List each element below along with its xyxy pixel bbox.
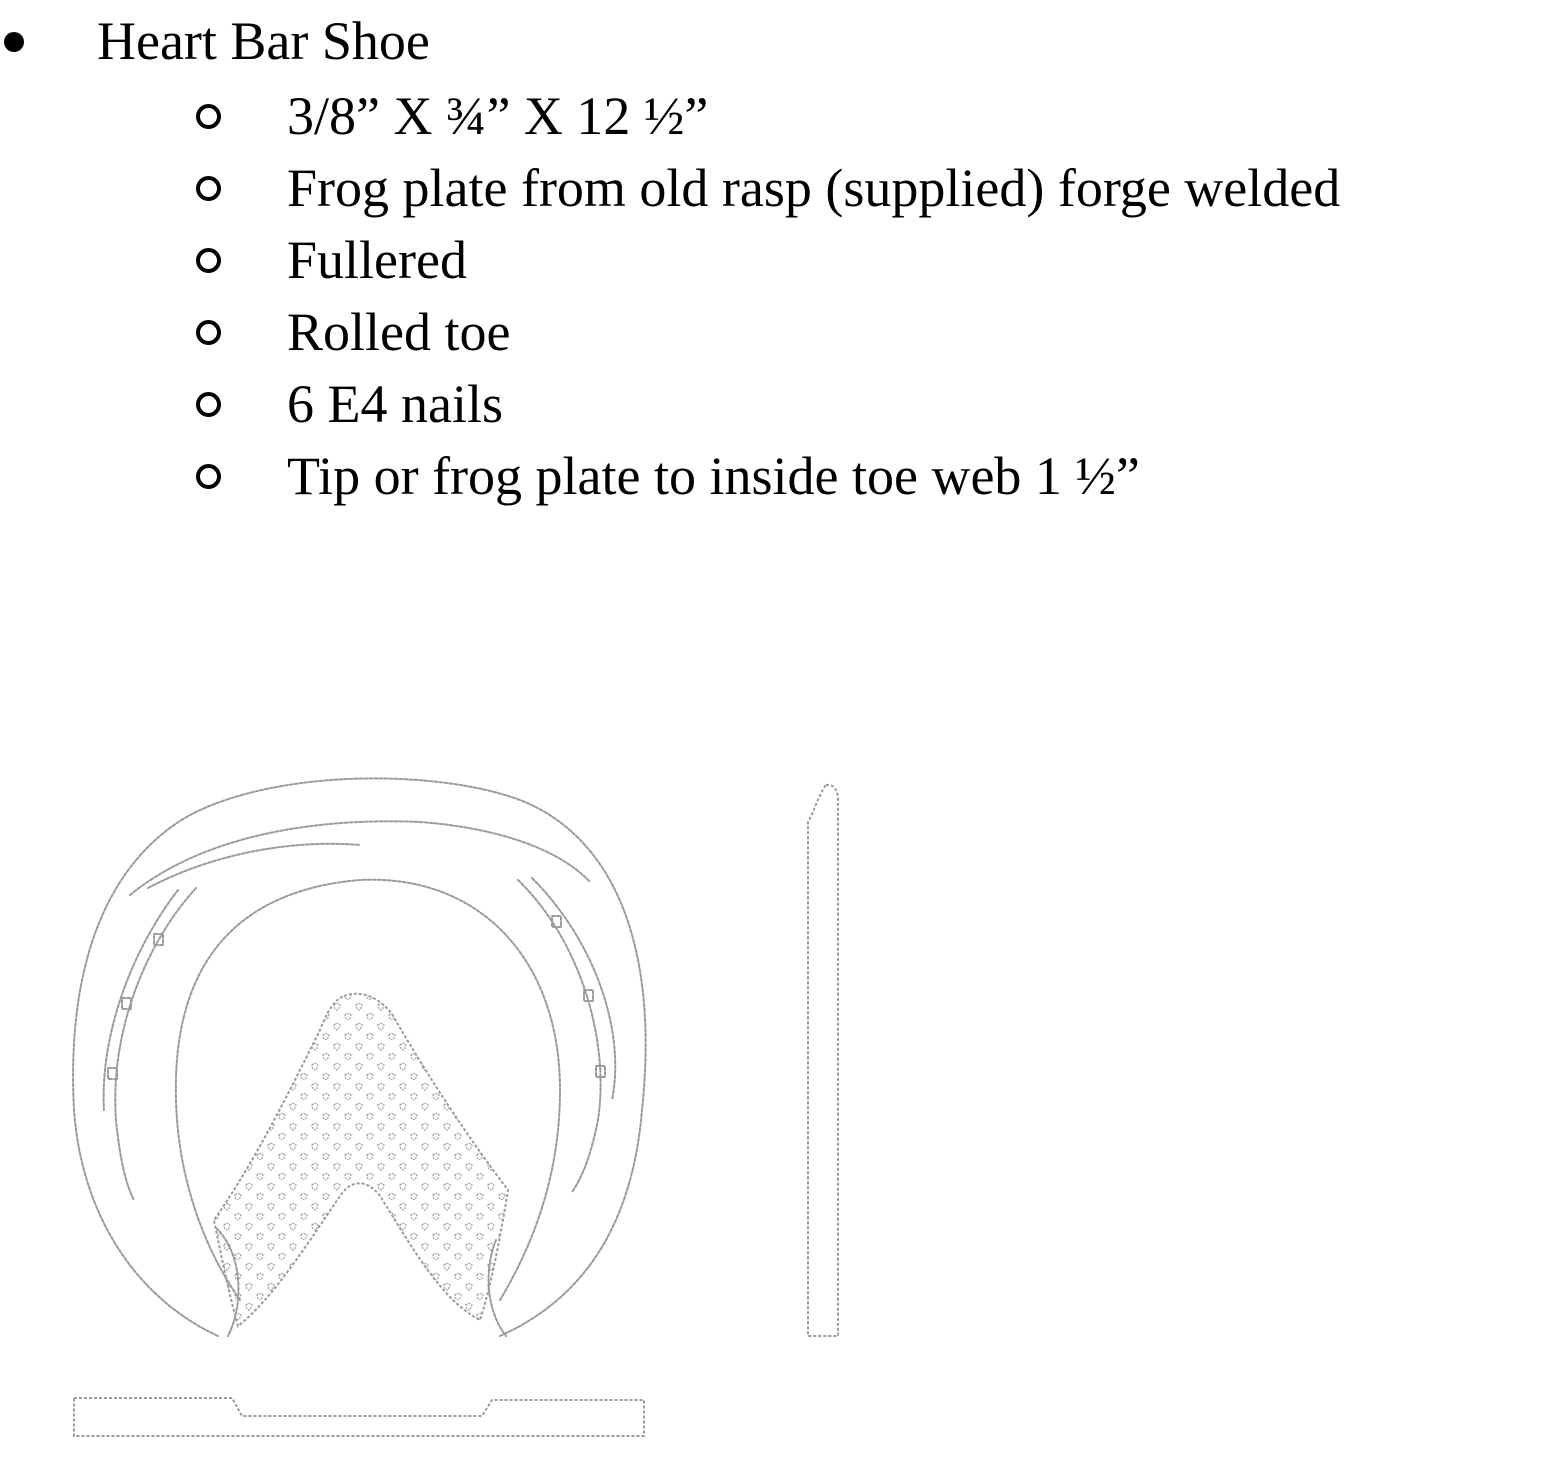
rolled-toe-line-inner	[148, 844, 360, 888]
frog-plate	[214, 994, 508, 1326]
heart-bar-shoe-drawing	[0, 760, 900, 1460]
spec-text: Rolled toe	[287, 302, 511, 362]
hollow-circle-bullet-icon	[196, 176, 221, 201]
spec-item-rolled-toe	[0, 296, 1547, 368]
spec-item-nails	[0, 368, 1547, 440]
hollow-circle-bullet-icon	[196, 104, 221, 129]
hollow-circle-bullet-icon	[196, 248, 221, 273]
spec-item-tip-frog-plate	[0, 440, 1547, 512]
spec-text: Frog plate from old rasp (supplied) forge welded	[287, 158, 1341, 218]
side-profile-view	[808, 785, 838, 1336]
spec-item-fullered	[0, 224, 1547, 296]
hollow-circle-bullet-icon	[196, 464, 221, 489]
heading-heart-bar-shoe: Heart Bar Shoe	[97, 11, 430, 71]
filled-circle-bullet-icon	[4, 32, 24, 52]
spec-text: 6 E4 nails	[287, 374, 503, 434]
left-fuller-groove-inner	[104, 890, 178, 1110]
spec-item-dimensions	[0, 80, 1547, 152]
spec-text: Tip or frog plate to inside toe web 1 ½”	[287, 446, 1140, 506]
hollow-circle-bullet-icon	[196, 392, 221, 417]
main-list-item	[0, 6, 1547, 76]
spec-text: 3/8” X ¾” X 12 ½”	[287, 86, 709, 146]
bottom-profile-view	[74, 1398, 644, 1436]
spec-sub-list	[0, 80, 1547, 512]
hollow-circle-bullet-icon	[196, 320, 221, 345]
spec-item-frog-plate	[0, 152, 1547, 224]
spec-text: Fullered	[287, 230, 467, 290]
